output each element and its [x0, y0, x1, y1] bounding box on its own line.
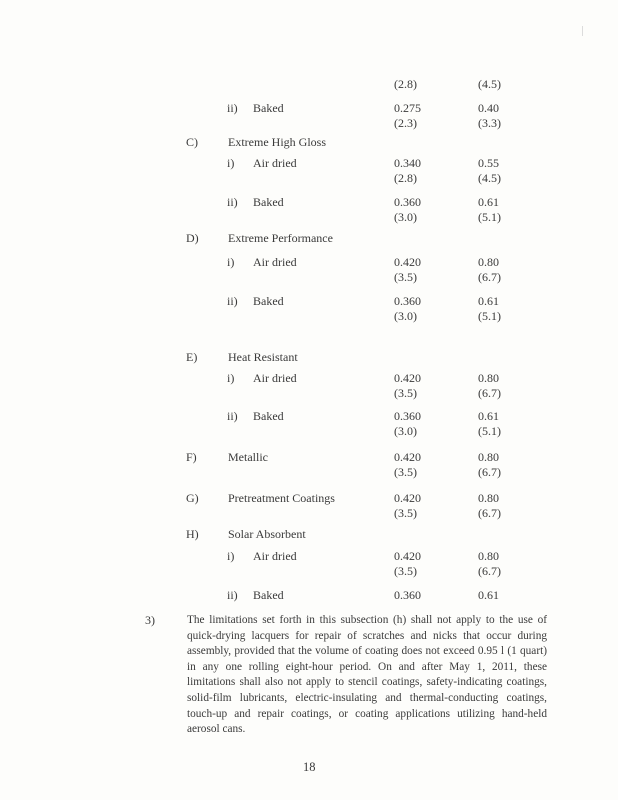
row-label: Pretreatment Coatings	[228, 491, 335, 505]
paragraph-number: 3)	[145, 613, 155, 627]
row-label: Baked	[253, 195, 284, 209]
value-col2-metric: (6.7)	[478, 270, 501, 284]
row-label: Baked	[253, 294, 284, 308]
value-col2-metric: (6.7)	[478, 465, 501, 479]
value-col1-metric: (3.5)	[394, 506, 417, 520]
value-col2-metric: (5.1)	[478, 309, 501, 323]
value-col1: 0.275	[394, 101, 421, 115]
row-numeral: i)	[227, 371, 235, 385]
row-label: Heat Resistant	[228, 350, 298, 364]
value-col2-metric: (5.1)	[478, 424, 501, 438]
row-label: Air dried	[253, 549, 297, 563]
value-col1-metric: (3.0)	[394, 210, 417, 224]
value-col2: 0.61	[478, 588, 499, 602]
value-col1-metric: (3.0)	[394, 424, 417, 438]
row-numeral: ii)	[227, 195, 238, 209]
value-col2-metric: (6.7)	[478, 386, 501, 400]
row-letter: E)	[186, 350, 198, 364]
value-col1-metric: (3.5)	[394, 270, 417, 284]
value-col2: 0.61	[478, 195, 499, 209]
row-letter: C)	[186, 135, 198, 149]
value-col1: 0.340	[394, 156, 421, 170]
value-col1-metric: (2.8)	[394, 171, 417, 185]
value-col2-metric: (3.3)	[478, 116, 501, 130]
value-col2: 0.61	[478, 294, 499, 308]
value-col1: 0.420	[394, 255, 421, 269]
value-col1: 0.360	[394, 294, 421, 308]
row-label: Air dried	[253, 255, 297, 269]
value-col1-metric: (3.5)	[394, 564, 417, 578]
row-numeral: ii)	[227, 588, 238, 602]
row-numeral: i)	[227, 255, 235, 269]
value-col2: 0.61	[478, 409, 499, 423]
value-col2: (4.5)	[478, 77, 501, 91]
value-col1-metric: (2.3)	[394, 116, 417, 130]
row-letter: H)	[186, 527, 199, 541]
value-col2: 0.80	[478, 491, 499, 505]
value-col2: 0.80	[478, 371, 499, 385]
row-label: Air dried	[253, 371, 297, 385]
value-col1: 0.360	[394, 195, 421, 209]
row-label: Baked	[253, 409, 284, 423]
value-col1: (2.8)	[394, 77, 417, 91]
row-label: Extreme Performance	[228, 231, 333, 245]
value-col1-metric: (3.0)	[394, 309, 417, 323]
scan-mark	[582, 26, 583, 36]
row-numeral: i)	[227, 549, 235, 563]
row-numeral: ii)	[227, 294, 238, 308]
row-letter: F)	[186, 450, 197, 464]
row-numeral: ii)	[227, 101, 238, 115]
value-col1: 0.360	[394, 588, 421, 602]
row-label: Extreme High Gloss	[228, 135, 326, 149]
value-col1: 0.420	[394, 371, 421, 385]
row-label: Solar Absorbent	[228, 527, 306, 541]
row-letter: G)	[186, 491, 199, 505]
row-numeral: i)	[227, 156, 235, 170]
value-col2-metric: (6.7)	[478, 564, 501, 578]
value-col2: 0.80	[478, 549, 499, 563]
paragraph-text: The limitations set forth in this subsection (h) shall not apply to the use of quick-drying lacquers for repair of scratches and nicks that occur during assembly, provided that the volume of coating does not exceed 0.95 l (1 quart) in any one rolling eight-hour period. On and after May 1, 2011, these limitations shall also not apply to stencil coatings, safety-indicating coatings, solid-film lubricants, electric-insulating and thermal-conducting coatings, touch-up and repair coatings, or coating applications utilizing hand-held aerosol cans.	[187, 614, 547, 736]
value-col2-metric: (4.5)	[478, 171, 501, 185]
row-label: Baked	[253, 588, 284, 602]
value-col1: 0.420	[394, 549, 421, 563]
page-number: 18	[303, 760, 316, 774]
value-col2: 0.40	[478, 101, 499, 115]
value-col2: 0.80	[478, 450, 499, 464]
value-col2-metric: (5.1)	[478, 210, 501, 224]
row-label: Baked	[253, 101, 284, 115]
value-col1: 0.360	[394, 409, 421, 423]
value-col1: 0.420	[394, 491, 421, 505]
value-col2: 0.55	[478, 156, 499, 170]
row-numeral: ii)	[227, 409, 238, 423]
row-label: Air dried	[253, 156, 297, 170]
value-col1-metric: (3.5)	[394, 465, 417, 479]
value-col2-metric: (6.7)	[478, 506, 501, 520]
value-col1-metric: (3.5)	[394, 386, 417, 400]
value-col1: 0.420	[394, 450, 421, 464]
row-letter: D)	[186, 231, 199, 245]
value-col2: 0.80	[478, 255, 499, 269]
row-label: Metallic	[228, 450, 268, 464]
